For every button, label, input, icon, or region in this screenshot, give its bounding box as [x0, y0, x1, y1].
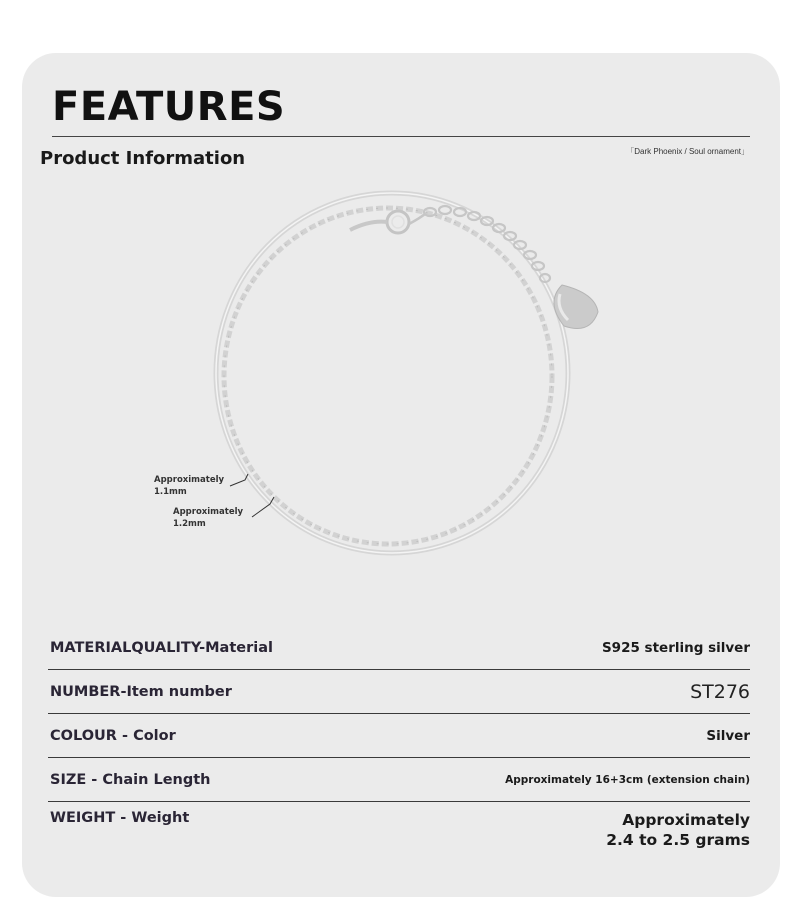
- spec-row-item-number: [48, 670, 750, 714]
- callout-thickness-2: [173, 506, 243, 530]
- spec-value: S925 sterling silver: [601, 639, 750, 656]
- callout-label: Approximately: [173, 507, 244, 517]
- spec-label: NUMBER-Item number: [50, 683, 232, 700]
- callout-value: 1.2mm: [173, 519, 206, 529]
- brand-note: 「Dark Phoenix / Soul ornament」: [626, 147, 749, 156]
- section-subtitle: Product Information: [40, 148, 246, 169]
- spec-label: SIZE - Chain Length: [50, 771, 211, 788]
- spec-row-material: [48, 626, 750, 670]
- callout-value: 1.1mm: [154, 487, 187, 497]
- spec-value: Silver: [706, 727, 750, 744]
- spec-value: ST276: [690, 680, 750, 703]
- spec-table: [48, 626, 750, 862]
- spec-value: Approximately 2.4 to 2.5 grams: [606, 811, 750, 849]
- spec-value: Approximately 16+3cm (extension chain): [505, 773, 750, 786]
- title-divider: [52, 136, 750, 137]
- page-title: FEATURES: [52, 84, 286, 130]
- bead-chain: [224, 208, 552, 544]
- spec-label: WEIGHT - Weight: [50, 810, 190, 826]
- clasp-ring: [387, 211, 409, 233]
- extension-chain: [424, 206, 550, 282]
- spec-label: MATERIALQUALITY-Material: [50, 639, 273, 656]
- callout-label: Approximately: [154, 475, 225, 485]
- spec-label: COLOUR - Color: [50, 727, 176, 744]
- callout-thickness-1: [154, 474, 224, 498]
- spec-row-weight: [48, 802, 750, 862]
- spec-row-size: [48, 758, 750, 802]
- spec-row-colour: [48, 714, 750, 758]
